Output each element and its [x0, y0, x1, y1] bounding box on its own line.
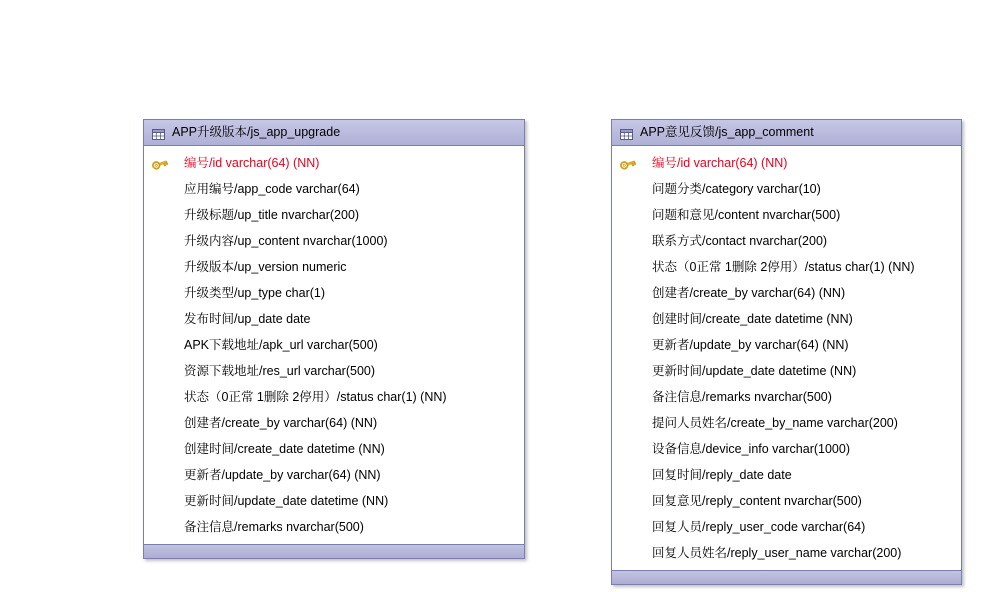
- entity-attribute-label: 创建者/create_by varchar(64) (NN): [184, 415, 378, 430]
- entity-box[interactable]: [143, 119, 525, 559]
- entity-attribute-row[interactable]: [144, 176, 524, 202]
- entity-attribute-label: 创建者/create_by varchar(64) (NN): [652, 285, 846, 300]
- entity-title: APP意见反馈/js_app_comment: [640, 125, 814, 140]
- entity-attribute-label: 更新时间/update_date datetime (NN): [652, 363, 857, 378]
- entity-attribute-row[interactable]: [144, 332, 524, 358]
- entity-attribute-row[interactable]: [144, 306, 524, 332]
- entity-title: APP升级版本/js_app_upgrade: [172, 125, 341, 140]
- entity-attribute-row[interactable]: [612, 384, 961, 410]
- table-icon: [620, 127, 633, 138]
- entity-attribute-label: 资源下载地址/res_url varchar(500): [184, 363, 376, 378]
- entity-attribute-row[interactable]: [144, 462, 524, 488]
- entity-attribute-row[interactable]: [612, 358, 961, 384]
- entity-attribute-row[interactable]: [612, 176, 961, 202]
- entity-attribute-row[interactable]: [144, 488, 524, 514]
- entity-attribute-row[interactable]: [612, 462, 961, 488]
- entity-attribute-row[interactable]: [612, 280, 961, 306]
- entity-attribute-row[interactable]: [144, 436, 524, 462]
- entity-attribute-row[interactable]: [612, 332, 961, 358]
- entity-attribute-row[interactable]: [144, 384, 524, 410]
- entity-attribute-label: 问题分类/category varchar(10): [652, 181, 821, 196]
- entity-attribute-row[interactable]: [612, 202, 961, 228]
- entity-attribute-label: 创建时间/create_date datetime (NN): [652, 311, 853, 326]
- entity-header[interactable]: [612, 120, 961, 146]
- table-icon: [152, 127, 165, 138]
- entity-attribute-row[interactable]: [612, 436, 961, 462]
- entity-attribute-list: [144, 146, 524, 544]
- entity-attribute-label: 更新时间/update_date datetime (NN): [184, 493, 389, 508]
- entity-attribute-label: 问题和意见/content nvarchar(500): [652, 207, 841, 222]
- entity-attribute-label: 升级版本/up_version numeric: [184, 259, 347, 274]
- entity-attribute-row[interactable]: [612, 254, 961, 280]
- entity-box[interactable]: [611, 119, 962, 585]
- entity-attribute-label: 回复意见/reply_content nvarchar(500): [652, 493, 862, 508]
- entity-attribute-row[interactable]: [144, 150, 524, 176]
- entity-attribute-label: APK下载地址/apk_url varchar(500): [184, 337, 378, 352]
- entity-attribute-row[interactable]: [144, 202, 524, 228]
- entity-attribute-label: 设备信息/device_info varchar(1000): [652, 441, 850, 456]
- entity-attribute-row[interactable]: [144, 358, 524, 384]
- entity-attribute-row[interactable]: [612, 540, 961, 566]
- primary-key-icon: [620, 157, 652, 169]
- entity-attribute-row[interactable]: [612, 488, 961, 514]
- entity-footer: [612, 570, 961, 584]
- entity-attribute-label: 升级内容/up_content nvarchar(1000): [184, 233, 388, 248]
- entity-attribute-label: 状态（0正常 1删除 2停用）/status char(1) (NN): [184, 389, 447, 404]
- entity-header[interactable]: [144, 120, 524, 146]
- entity-attribute-row[interactable]: [144, 410, 524, 436]
- entity-attribute-label: 回复时间/reply_date date: [652, 467, 792, 482]
- entity-attribute-label: 更新者/update_by varchar(64) (NN): [652, 337, 849, 352]
- entity-attribute-row[interactable]: [144, 228, 524, 254]
- entity-attribute-label: 提问人员姓名/create_by_name varchar(200): [652, 415, 898, 430]
- entity-attribute-label: 回复人员姓名/reply_user_name varchar(200): [652, 545, 902, 560]
- entity-attribute-row[interactable]: [612, 228, 961, 254]
- entity-attribute-row[interactable]: [612, 306, 961, 332]
- entity-attribute-list: [612, 146, 961, 570]
- entity-attribute-row[interactable]: [144, 280, 524, 306]
- entity-attribute-row[interactable]: [144, 254, 524, 280]
- entity-attribute-label: 编号/id varchar(64) (NN): [652, 155, 788, 170]
- primary-key-icon: [152, 157, 184, 169]
- entity-attribute-label: 更新者/update_by varchar(64) (NN): [184, 467, 381, 482]
- entity-attribute-label: 应用编号/app_code varchar(64): [184, 181, 360, 196]
- entity-attribute-row[interactable]: [144, 514, 524, 540]
- entity-attribute-row[interactable]: [612, 514, 961, 540]
- entity-attribute-label: 升级类型/up_type char(1): [184, 285, 326, 300]
- entity-attribute-row[interactable]: [612, 150, 961, 176]
- entity-attribute-label: 状态（0正常 1删除 2停用）/status char(1) (NN): [652, 259, 915, 274]
- entity-attribute-label: 联系方式/contact nvarchar(200): [652, 233, 828, 248]
- entity-attribute-label: 备注信息/remarks nvarchar(500): [652, 389, 832, 404]
- entity-footer: [144, 544, 524, 558]
- entity-attribute-label: 发布时间/up_date date: [184, 311, 311, 326]
- entity-attribute-label: 创建时间/create_date datetime (NN): [184, 441, 385, 456]
- entity-attribute-row[interactable]: [612, 410, 961, 436]
- entity-attribute-label: 回复人员/reply_user_code varchar(64): [652, 519, 866, 534]
- entity-attribute-label: 备注信息/remarks nvarchar(500): [184, 519, 364, 534]
- entity-attribute-label: 升级标题/up_title nvarchar(200): [184, 207, 360, 222]
- entity-attribute-label: 编号/id varchar(64) (NN): [184, 155, 320, 170]
